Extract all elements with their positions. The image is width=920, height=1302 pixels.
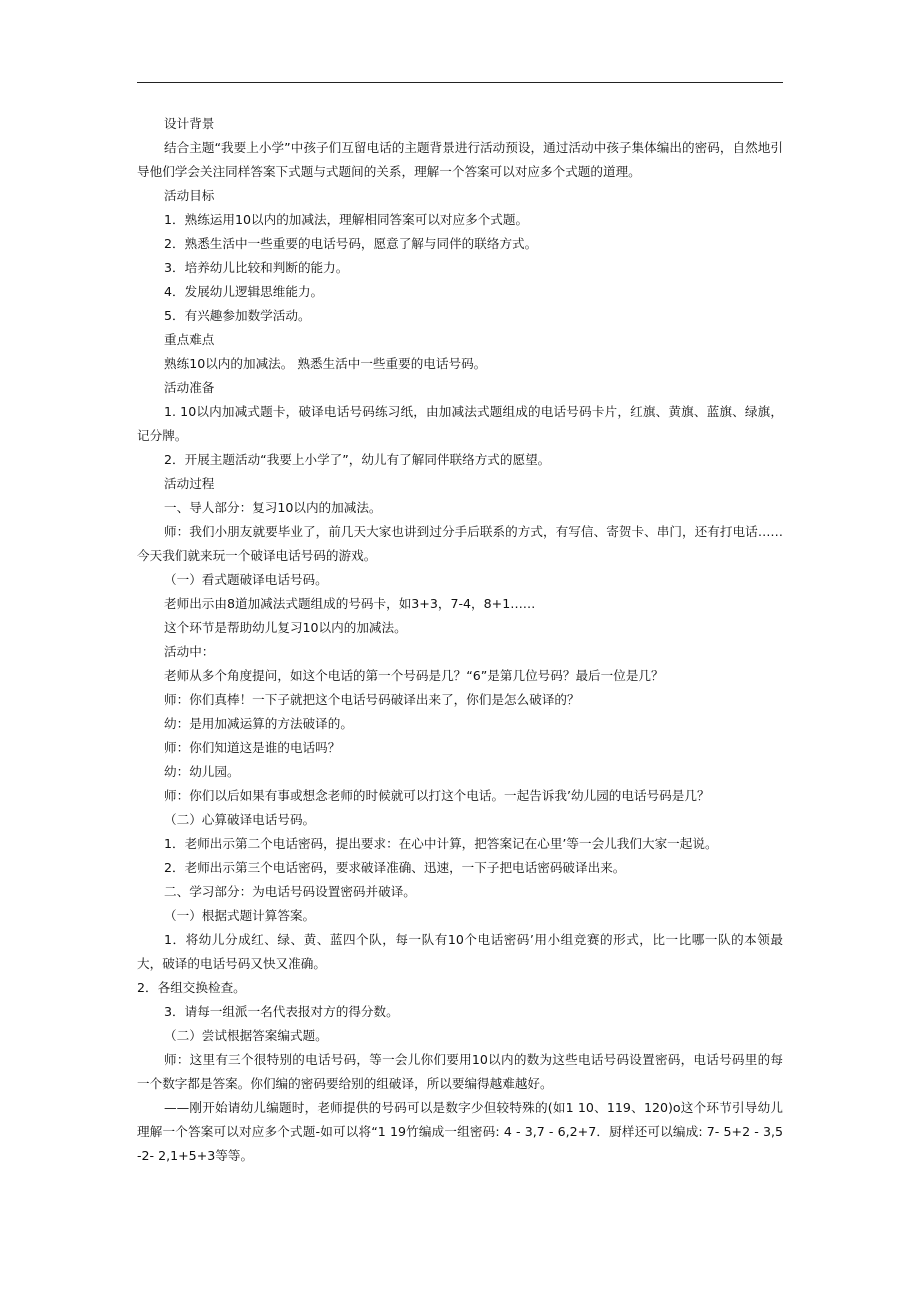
paragraph: 师：你们真棒！一下子就把这个电话号码破译出来了，你们是怎么破译的？ bbox=[164, 692, 580, 707]
paragraph: 1．熟练运用10以内的加减法，理解相同答案可以对应多个式题。 bbox=[164, 212, 529, 227]
paragraph: （二）心算破译电话号码。 bbox=[164, 812, 316, 827]
paragraph: 3．请每一组派一名代表报对方的得分数。 bbox=[164, 1004, 399, 1019]
paragraph: ——刚开始请幼儿编题时，老师提供的号码可以是数字少但较特殊的(如1 10、119、120)o这个环节引导幼儿理解一个答案可以对应多个式题-如可以将“1 19竹编成一组密码: 4 - 3,7 - 6,2+7．厨样还可以编成: 7- 5+2 - 3,5 -2- 2,1+5+3等等。 bbox=[137, 1100, 783, 1163]
paragraph: 2．熟悉生活中一些重要的电话号码，愿意了解与同伴的联络方式。 bbox=[164, 236, 538, 251]
paragraph: 结合主题“我要上小学”中孩子们互留电话的主题背景进行活动预设，通过活动中孩子集体编出的密码，自然地引导他们学会关注同样答案下式题与式题间的关系，理解一个答案可以对应多个式题的道理。 bbox=[137, 140, 783, 179]
header-rule bbox=[137, 82, 783, 83]
paragraph: 幼：幼儿园。 bbox=[164, 764, 240, 779]
paragraph: 活动中： bbox=[164, 644, 215, 659]
paragraph: 2．各组交换检查。 bbox=[137, 980, 246, 995]
paragraph: 老师从多个角度提问，如这个电话的第一个号码是几？“6”是第几位号码？最后一位是几？ bbox=[164, 668, 664, 683]
paragraph: 1．老师出示第二个电话密码，提出要求：在心中计算，把答案记在心里’等一会儿我们大家一起说。 bbox=[164, 836, 718, 851]
paragraph: 2．开展主题活动“我要上小学了”，幼儿有了解同伴联络方式的愿望。 bbox=[164, 452, 551, 467]
paragraph: 熟练10以内的加减法。 熟悉生活中一些重要的电话号码。 bbox=[164, 356, 487, 371]
paragraph: 师：我们小朋友就要毕业了，前几天大家也讲到过分手后联系的方式，有写信、寄贺卡、串门，还有打电话……今天我们就来玩一个破译电话号码的游戏。 bbox=[137, 524, 783, 563]
paragraph: 老师出示由8道加减法式题组成的号码卡，如3+3，7-4，8+1…… bbox=[164, 596, 536, 611]
paragraph: 4．发展幼儿逻辑思维能力。 bbox=[164, 284, 324, 299]
paragraph: 3．培养幼儿比较和判断的能力。 bbox=[164, 260, 349, 275]
paragraph: 设计背景 bbox=[164, 116, 215, 131]
paragraph: 重点难点 bbox=[164, 332, 215, 347]
paragraph: 活动过程 bbox=[164, 476, 215, 491]
paragraph: 二、学习部分：为电话号码设置密码并破译。 bbox=[164, 884, 416, 899]
paragraph: （一）看式题破译电话号码。 bbox=[164, 572, 328, 587]
paragraph: 1．将幼儿分成红、绿、黄、蓝四个队，每一队有10个电话密码’用小组竞赛的形式，比一比哪一队的本领最大，破译的电话号码又快又准确。 bbox=[137, 932, 783, 971]
paragraph: 师：这里有三个很特别的电话号码，等一会儿你们要用10以内的数为这些电话号码设置密码，电话号码里的每一个数字都是答案。你们编的密码要给别的组破译，所以要编得越难越好。 bbox=[137, 1052, 783, 1091]
paragraph: 师：你们知道这是谁的电话吗？ bbox=[164, 740, 341, 755]
paragraph: 5．有兴趣参加数学活动。 bbox=[164, 308, 311, 323]
paragraph: 幼：是用加减运算的方法破译的。 bbox=[164, 716, 353, 731]
paragraph: 这个环节是帮助幼儿复习10以内的加减法。 bbox=[164, 620, 407, 635]
paragraph: （二）尝试根据答案编式题。 bbox=[164, 1028, 328, 1043]
paragraph: 2．老师出示第三个电话密码，要求破译准确、迅速，一下子把电话密码破译出来。 bbox=[164, 860, 626, 875]
paragraph: 活动目标 bbox=[164, 188, 215, 203]
paragraph: （一）根据式题计算答案。 bbox=[164, 908, 316, 923]
paragraph: 一、导人部分：复习10以内的加减法。 bbox=[164, 500, 382, 515]
document-body bbox=[137, 112, 783, 1168]
paragraph: 活动准备 bbox=[164, 380, 215, 395]
paragraph: 师：你们以后如果有事或想念老师的时候就可以打这个电话。一起告诉我’幼儿园的电话号码是几？ bbox=[164, 788, 710, 803]
paragraph: 1. 10以内加减式题卡，破译电话号码练习纸，由加减法式题组成的电话号码卡片，红旗、黄旗、蓝旗、绿旗，记分牌。 bbox=[137, 404, 783, 443]
